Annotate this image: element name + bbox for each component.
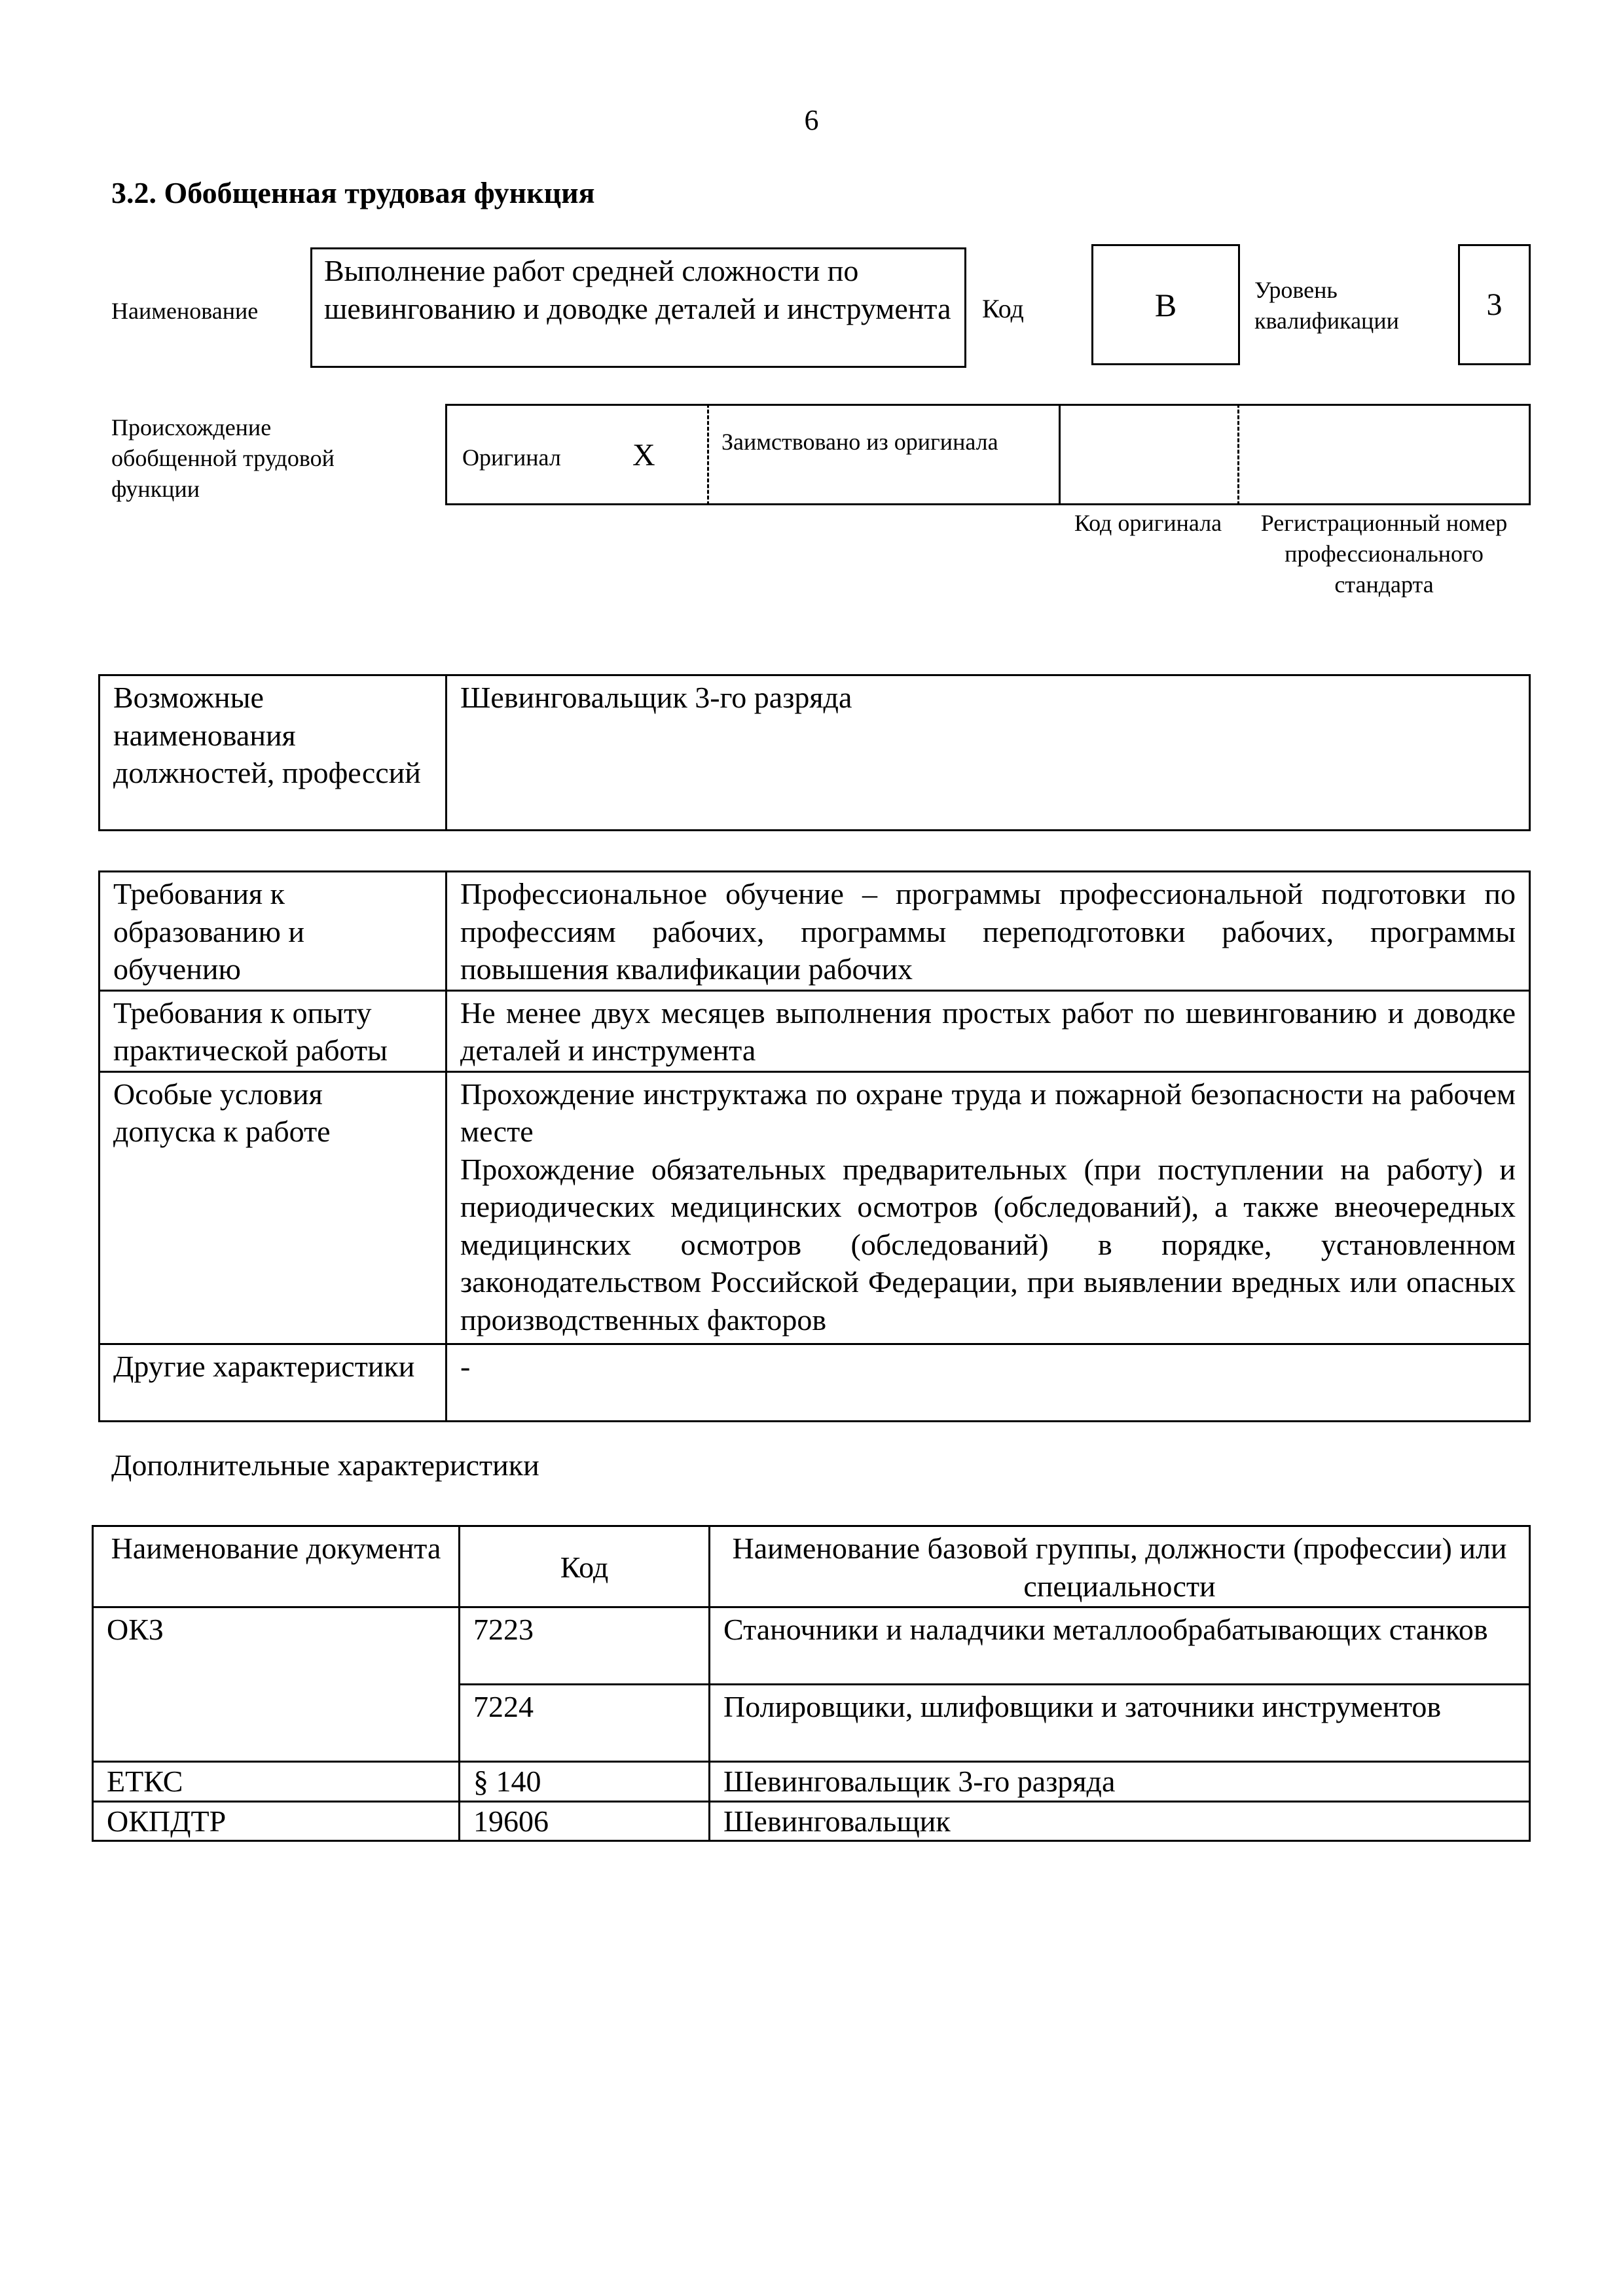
additional-title: Дополнительные характеристики (111, 1448, 539, 1482)
level-value-box (1458, 244, 1531, 365)
requirement-value: Не менее двух месяцев выполнения простых работ по шевингованию и доводке деталей и инструмента (447, 990, 1530, 1071)
requirement-paragraph: Прохождение инструктажа по охране труда и пожарной безопасности на рабочем месте (460, 1077, 1516, 1148)
row-code: 19606 (460, 1801, 710, 1841)
original-mark: X (632, 438, 655, 473)
name-label: Наименование (111, 298, 259, 324)
code-label: Код (982, 294, 1024, 323)
level-value: 3 (1486, 287, 1503, 322)
reg-number-caption: Регистрационный номер профессионального стандарта (1260, 510, 1508, 598)
row-name: Шевинговальщик 3-го разряда (710, 1762, 1530, 1802)
requirement-row (100, 872, 1530, 991)
row-name: Полировщики, шлифовщики и заточники инструментов (710, 1685, 1530, 1762)
requirement-value: - (447, 1344, 1530, 1421)
table-row (93, 1762, 1530, 1802)
header-code: Код (460, 1526, 710, 1607)
requirement-label: Требования к образованию и обучению (100, 872, 447, 991)
requirement-paragraph: Прохождение обязательных предварительных (при поступлении на работу) и периодических медицинских осмотров (обследований), а также внеочередных медицинских осмотров (обследований) в порядке, установленном законодательством Российской Федерации, при выявлении вредных или опасных производственных факторов (460, 1152, 1516, 1336)
row-name: Станочники и наладчики металлообрабатывающих станков (710, 1607, 1530, 1685)
header-doc: Наименование документа (93, 1526, 460, 1607)
requirement-value: Профессиональное обучение – программы профессиональной подготовки по профессиям рабочих, программы переподготовки рабочих, программы повышения квалификации рабочих (447, 872, 1530, 991)
name-value: Выполнение работ средней сложности по шевингованию и доводке деталей и инструмента (324, 254, 951, 325)
requirement-value (447, 1071, 1530, 1344)
requirement-label: Требования к опыту практической работы (100, 990, 447, 1071)
origin-divider-3 (1237, 404, 1239, 505)
positions-table (98, 674, 1531, 831)
section-title: 3.2. Обобщенная трудовая функция (111, 176, 595, 209)
name-value-box (310, 247, 966, 368)
row-doc: ОКЗ (93, 1607, 460, 1762)
code-value-box (1091, 244, 1240, 365)
row-code: 7224 (460, 1685, 710, 1762)
additional-table (92, 1525, 1531, 1842)
requirement-label: Другие характеристики (100, 1344, 447, 1421)
row-code: § 140 (460, 1762, 710, 1802)
code-original-caption: Код оригинала (1074, 510, 1222, 536)
table-row (93, 1801, 1530, 1841)
header-name: Наименование базовой группы, должности (профессии) или специальности (710, 1526, 1530, 1607)
borrowed-label: Заимствовано из оригинала (721, 429, 998, 455)
level-label: Уровень квалификации (1254, 277, 1399, 334)
positions-value: Шевинговальщик 3-го разряда (447, 675, 1530, 831)
row-name: Шевинговальщик (710, 1801, 1530, 1841)
requirement-row (100, 990, 1530, 1071)
requirement-label: Особые условия допуска к работе (100, 1071, 447, 1344)
row-code: 7223 (460, 1607, 710, 1685)
code-value: B (1154, 286, 1177, 323)
requirement-row (100, 1344, 1530, 1421)
additional-header-row (93, 1526, 1530, 1607)
requirements-table (98, 870, 1531, 1422)
origin-divider-2 (1059, 404, 1061, 505)
page-number: 6 (804, 104, 819, 136)
origin-divider-1 (707, 404, 709, 505)
origin-label: Происхождение обобщенной трудовой функции (111, 414, 335, 502)
original-label: Оригинал (462, 444, 561, 471)
table-row (93, 1607, 1530, 1685)
positions-row (100, 675, 1530, 831)
positions-label: Возможные наименования должностей, профессий (100, 675, 447, 831)
requirement-row (100, 1071, 1530, 1344)
row-doc: ЕТКС (93, 1762, 460, 1802)
row-doc: ОКПДТР (93, 1801, 460, 1841)
